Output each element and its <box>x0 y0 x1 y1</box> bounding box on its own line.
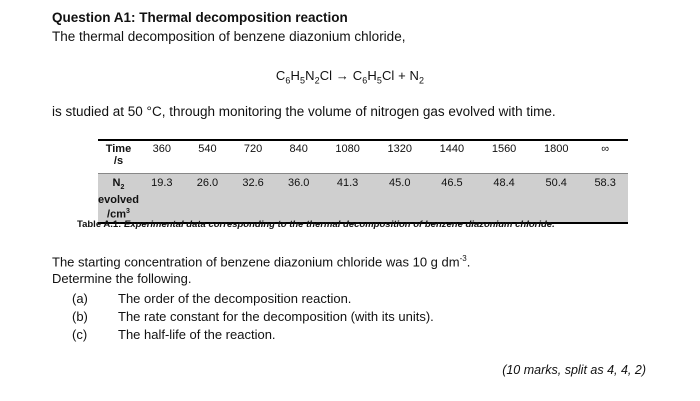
question-intro: The thermal decomposition of benzene diazonium chloride, <box>52 29 406 44</box>
volume-cell: 58.3 <box>582 174 628 224</box>
reaction-equation: $C_6H_5N_2Cl \to C_6H_5Cl + N_2$ <box>275 68 425 86</box>
volume-cell: 45.0 <box>374 174 426 224</box>
time-cell: 840 <box>276 140 322 174</box>
marks-allocation: (10 marks, split as 4, 4, 2) <box>502 363 646 377</box>
volume-cell: 32.6 <box>230 174 276 224</box>
data-table <box>98 139 628 224</box>
question-title: Question A1: Thermal decomposition reaction <box>52 10 348 25</box>
starting-concentration: The starting concentration of benzene diazonium chloride was 10 g $dm^{-3}$. <box>52 254 471 270</box>
volume-cell: 48.4 <box>478 174 530 224</box>
volume-row <box>98 174 628 224</box>
determine-heading: Determine the following. <box>52 271 192 286</box>
task-c: (c) The half-life of the reaction. <box>72 327 276 342</box>
volume-cell: 36.0 <box>276 174 322 224</box>
time-cell: 1800 <box>530 140 582 174</box>
volume-cell: 19.3 <box>139 174 185 224</box>
volume-header: $N_2$ evolved $/cm^3$ <box>98 174 139 224</box>
time-cell: 1560 <box>478 140 530 174</box>
time-cell: 540 <box>185 140 231 174</box>
volume-cell: 41.3 <box>322 174 374 224</box>
time-cell: 1320 <box>374 140 426 174</box>
time-cell: 360 <box>139 140 185 174</box>
arrow-icon: → <box>335 68 349 83</box>
volume-cell: 50.4 <box>530 174 582 224</box>
task-a: (a) The order of the decomposition reaction. <box>72 291 352 306</box>
time-row <box>98 140 628 174</box>
task-b: (b) The rate constant for the decomposition (with its units). <box>72 309 434 324</box>
table-caption: Table A.1: Experimental data corresponding to the thermal decomposition of benzene diazonium chloride. <box>77 219 555 230</box>
volume-cell: 46.5 <box>426 174 478 224</box>
time-cell: 1080 <box>322 140 374 174</box>
volume-cell: 26.0 <box>185 174 231 224</box>
time-header: Time /s <box>98 140 139 174</box>
time-cell: 720 <box>230 140 276 174</box>
time-cell: ∞ <box>582 140 628 174</box>
study-conditions: is studied at 50 °C, through monitoring the volume of nitrogen gas evolved with time. <box>52 104 556 119</box>
time-cell: 1440 <box>426 140 478 174</box>
